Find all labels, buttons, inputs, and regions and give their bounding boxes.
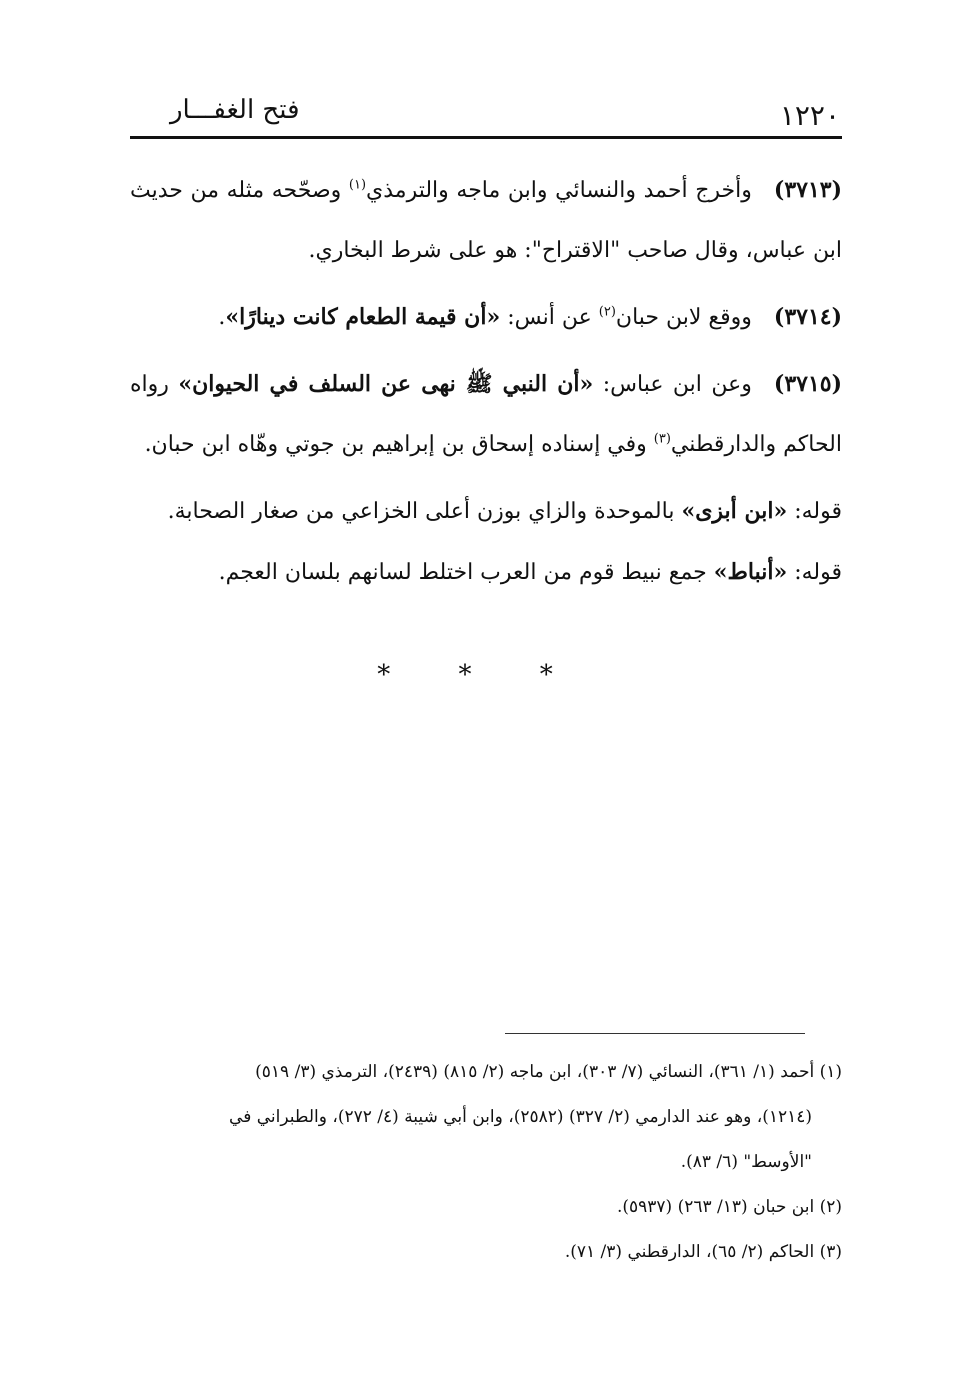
commentary-lead: قوله: bbox=[787, 499, 842, 524]
footnote-2: (٢) ابن حبان (١٣/ ٢٦٣) (٥٩٣٧). bbox=[616, 1197, 842, 1217]
footnote-ref[interactable]: (١) bbox=[348, 177, 367, 193]
running-header bbox=[130, 95, 840, 131]
paragraph-text: وفي إسناده إسحاق بن إبراهيم بن جوتي وهّاه ابن حبان. bbox=[144, 432, 654, 457]
paragraph-3714 bbox=[130, 287, 842, 348]
hadith-number: (٣٧١٥) bbox=[773, 371, 842, 397]
paragraph-text: . bbox=[218, 305, 226, 330]
commentary-text: بالموحدة والزاي بوزن أعلى الخزاعي من صغار الصحابة. bbox=[167, 499, 682, 524]
paragraph-text: رواه الحاكم والدارقطني bbox=[130, 372, 842, 457]
footnote-3: (٣) الحاكم (٢/ ٦٥)، الدارقطني (٣/ ٧١). bbox=[564, 1242, 842, 1262]
header-rule bbox=[130, 136, 842, 139]
paragraph-text: وصحّحه مثله من حديث ابن عباس، وقال صاحب "الاقتراح": هو على شرط البخاري. bbox=[130, 178, 842, 263]
hadith-quote: «أن النبي ﷺ نهى عن السلف في الحيوان» bbox=[178, 371, 594, 397]
paragraph-text: عن أنس: bbox=[500, 305, 599, 330]
paragraph-3715 bbox=[130, 354, 842, 475]
hadith-quote: «أن قيمة الطعام كانت دينارًا» bbox=[225, 304, 501, 330]
commentary-term: «ابن أبزى» bbox=[681, 498, 788, 524]
hadith-number: (٣٧١٣) bbox=[773, 177, 842, 203]
paragraph-text: وعن ابن عباس: bbox=[593, 372, 752, 397]
page-number: ١٢٢٠ bbox=[779, 99, 840, 132]
footnote-1-cont: "الأوسط" (٦/ ٨٣). bbox=[680, 1152, 812, 1172]
commentary-ibn-abza bbox=[130, 481, 842, 542]
paragraph-text: ووقع لابن حبان bbox=[615, 305, 752, 330]
footnote-ref[interactable]: (٣) bbox=[653, 431, 671, 447]
book-title: فتح الغفـــار bbox=[170, 95, 300, 125]
footnote-rule bbox=[505, 1033, 805, 1034]
footnote-1-cont: (١٢١٤)، وهو عند الدارمي (٢/ ٣٢٧) (٢٥٨٢)، وابن أبي شيبة (٤/ ٢٧٢)، والطبراني في bbox=[229, 1107, 812, 1127]
paragraph-3713 bbox=[130, 160, 842, 281]
main-text bbox=[130, 160, 842, 609]
commentary-text: جمع نبيط قوم من العرب اختلط لسانهم بلسان العجم. bbox=[218, 560, 714, 585]
section-separator: * * * bbox=[377, 660, 583, 690]
paragraph-text: وأخرج أحمد والنسائي وابن ماجه والترمذي bbox=[366, 178, 752, 203]
footnotes bbox=[130, 1050, 842, 1275]
commentary-term: «أنباط» bbox=[713, 559, 788, 585]
commentary-anbat bbox=[130, 542, 842, 603]
hadith-number: (٣٧١٤) bbox=[773, 304, 842, 330]
footnote-ref[interactable]: (٢) bbox=[598, 304, 616, 320]
commentary-lead: قوله: bbox=[787, 560, 842, 585]
footnote-1: (١) أحمد (١/ ٣٦١)، النسائي (٧/ ٣٠٣)، ابن ماجه (٢/ ٨١٥) (٢٤٣٩)، الترمذي (٣/ ٥١٩) bbox=[255, 1062, 842, 1082]
